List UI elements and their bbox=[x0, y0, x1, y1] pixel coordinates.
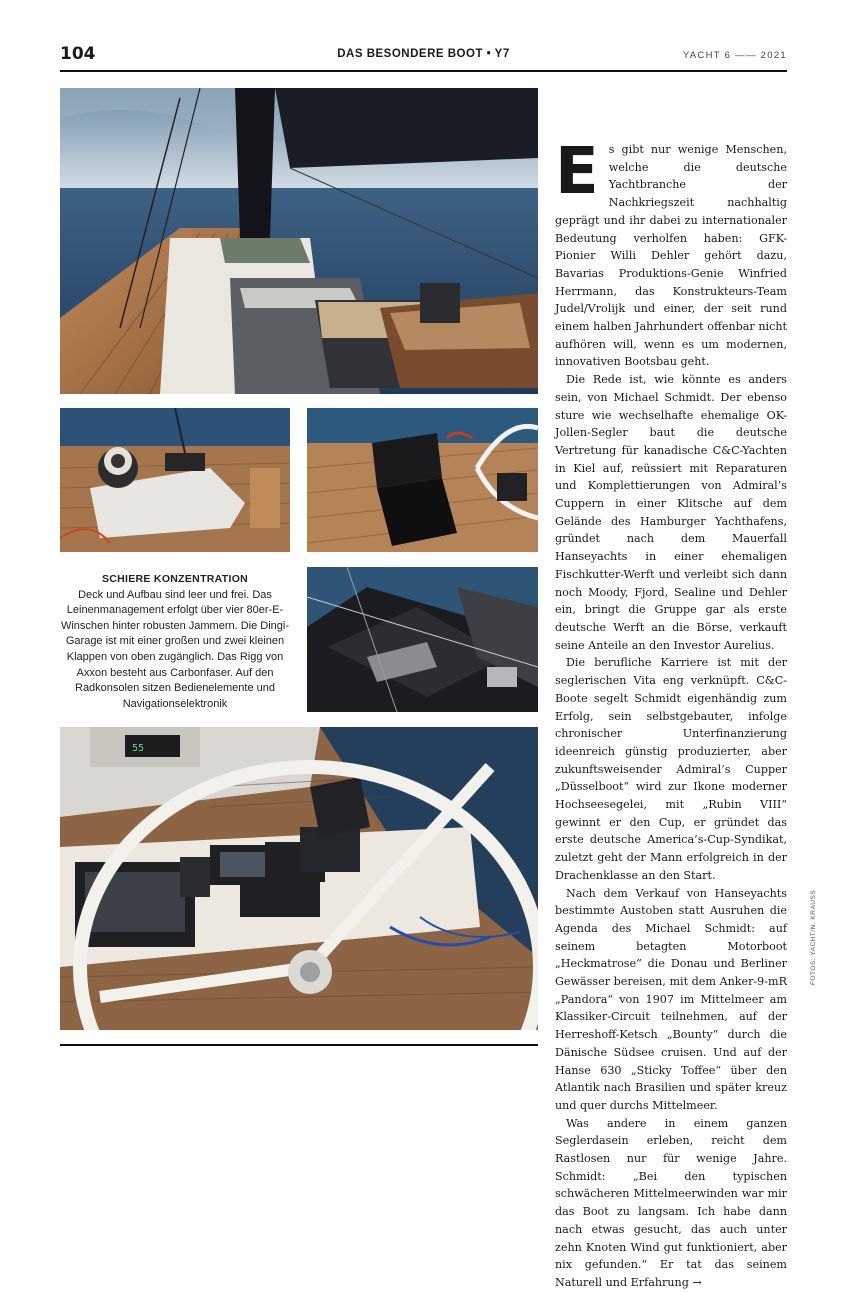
issue-label: YACHT 6 —— 2021 bbox=[682, 50, 787, 61]
caption-title: SCHIERE KONZENTRATION bbox=[101, 573, 249, 585]
drop-cap: E bbox=[555, 135, 599, 209]
article-paragraph: Nach dem Verkauf von Hanseyachts bestimmte Austoben statt Ausruhen die Agenda des Michael Schmidt: auf seinem betagten Motorboot „Heckmatrose“ die Donau und Berliner Gewässer bereisen, mit dem Anker-9-mR „Pandora“ von 1907 im Mittelmeer am Klassiker-Circuit teilnehmen, auf der Herreshoff-Ketsch „Bounty“ durch die Dänische Südsee cruisen. Und auf der Hanse 630 „Sticky Toffee“ über den Atlantik nach Brasilien und später kreuz und quer durchs Mittelmeer. bbox=[555, 886, 787, 1112]
photo-caption bbox=[60, 572, 290, 712]
header-rule bbox=[60, 70, 787, 72]
column-bottom-rule bbox=[60, 1044, 538, 1046]
article-paragraph: Es gibt nur wenige Menschen, welche die deutsche Yachtbranche der Nachkriegszeit nachhaltig geprägt und ihr dabei zu internationaler Bedeutung verholfen haben: GFK-Pionier Willi Dehler gehört dazu, Bavarias Produktions-Genie Winfried Herrmann, das Konstrukteurs-Team Judel/Vrolijk und einer, der seit rund einem halben Jahrhundert offenbar nicht aufhören will, wenn es um modernen, innovativen Bootsbau geht. bbox=[555, 135, 787, 369]
deck-overview-photo bbox=[60, 88, 538, 394]
carbon-rig-photo bbox=[307, 567, 538, 712]
caption-text: Deck und Aufbau sind leer und frei. Das Leinenmanagement erfolgt über vier 80er-E-Winschen hinter robusten Jammern. Die Dingi-Garage ist mit einer großen und zwei kleinen Klappen von oben zugänglich. Das Rigg von Axxon besteht aus Carbonfaser. Auf den Radkonsolen sitzen Bedienelemente und Navigationselektronik bbox=[60, 588, 290, 710]
helm-display-readout: 55 bbox=[132, 743, 145, 754]
article-body bbox=[555, 135, 787, 1292]
article-paragraph: Die Rede ist, wie könnte es anders sein, von Michael Schmidt. Der ebenso sture wie wechselhafte ehemalige OK-Jollen-Segler baut die deutsche Vertretung für kanadische C&C-Yachten in Kiel auf, reüssiert mit Reparaturen und Komplettierungen von Admiral’s Cuppern in einer Klitsche auf dem Gelände des Hamburger Yachthafens, gründet nach dem Mauerfall Hanseyachts in einer ehemaligen Fischkutter-Werft und verleibt sich dann noch Moody, Fjord, Sealine und Dehler ein, bringt die Gruppe gar als erste deutsche Werft an die Börse, verkauft seine Anteile an den Investor Aurelius. bbox=[555, 373, 787, 652]
article-paragraph: Was andere in einem ganzen Seglerdasein erleben, reicht dem Rastlosen nur für wenige Jahre. Schmidt: „Bei den typischen schwächeren Mittelmeerwinden war mir das Boot zu langsam. Ich habe dann nach etwas gesucht, das auch unter zehn Knoten Wind gut funktioniert, aber nix gefunden.“ Er tat das seinem Naturell und Erfahrung → bbox=[555, 1116, 787, 1289]
section-title: DAS BESONDERE BOOT • Y7 bbox=[337, 48, 510, 60]
page-header bbox=[60, 42, 787, 72]
dinghy-garage-hatch-photo bbox=[307, 408, 538, 552]
article-paragraph: Die berufliche Karriere ist mit der seglerischen Vita eng verknüpft. C&C-Boote segelt Schmidt eigenhändig zum Erfolg, sein selbstgebauter, infolge chronischer Unterfinanzierung ideenreich günstig produzierter, aber zukunftsweisender Admiral’s Cupper „Düsselboot“ wird zur Ikone moderner Hochseesegelei, mit „Rubin VIII“ gewinnt er den Cup, er gründet das erste deutsche America’s-Cup-Syndikat, zuletzt geht der Mann erfolgreich in der Drachenklasse an den Start. bbox=[555, 656, 787, 882]
page-number: 104 bbox=[60, 44, 96, 64]
helm-station-photo bbox=[60, 727, 538, 1030]
winch-photo bbox=[60, 408, 290, 552]
photo-credit: FOTOS: YACHT/N. KRAUSS bbox=[810, 889, 817, 985]
